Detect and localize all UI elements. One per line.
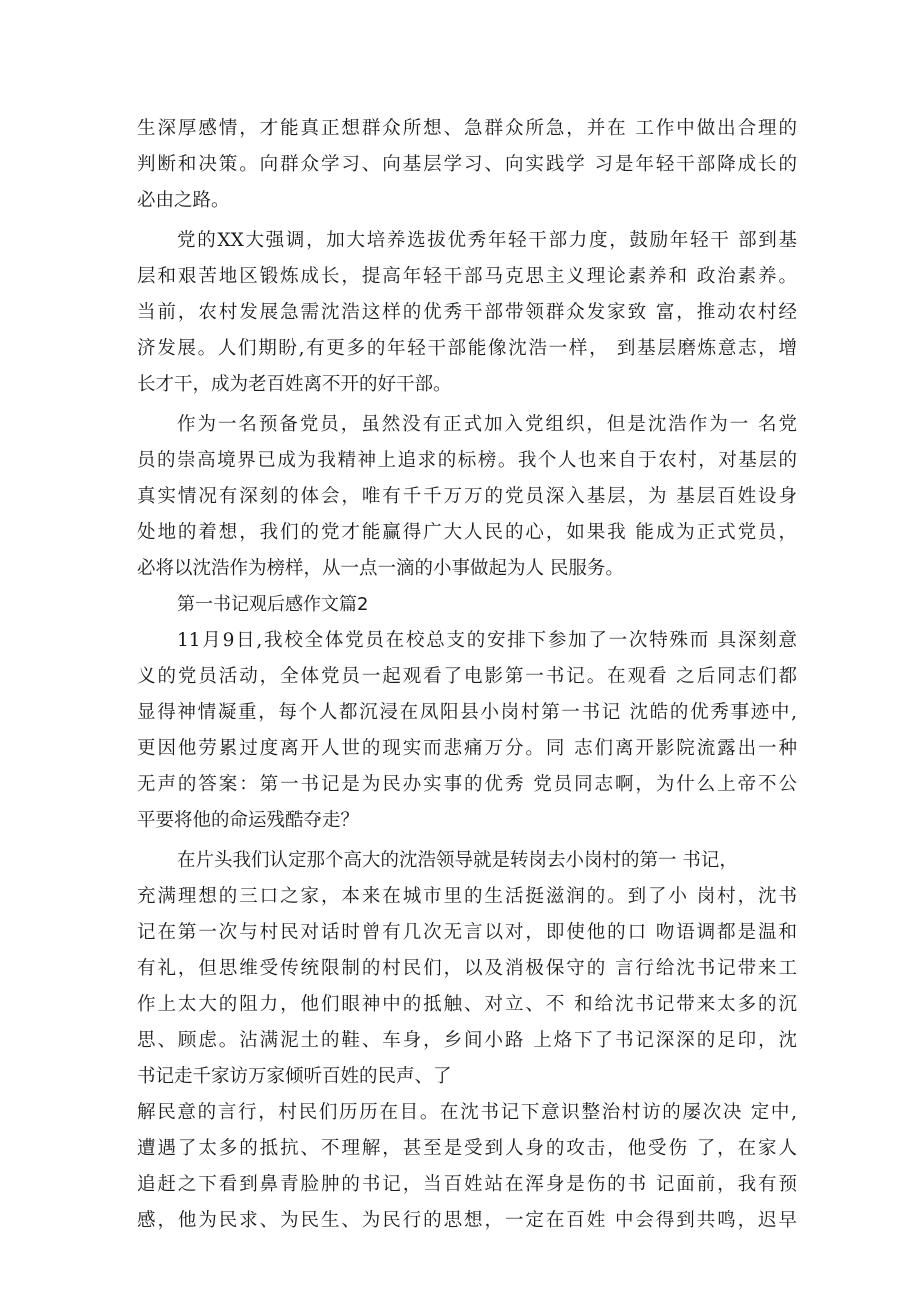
text-line: 遭遇了太多的抵抗、不理解，甚至是受到人身的攻击，他受伤 了，在家人 xyxy=(137,1138,797,1159)
text-line: 长才干，成为老百姓离不开的好干部。 xyxy=(137,374,452,395)
text-line: 记在第一次与村民对话时曾有几次无言以对，即使他的口 吻语调都是温和 xyxy=(137,922,797,943)
text-line: 有礼，但思维受传统限制的村民们，以及消极保守的 言行给沈书记带来工 xyxy=(137,958,797,979)
text-line: 层和艰苦地区锻炼成长，提高年轻干部马克思主义理论素养和 政治素养。 xyxy=(137,266,797,287)
text-line: 在片头我们认定那个高大的沈浩领导就是转岗去小岗村的第一 书记， xyxy=(177,850,738,871)
text-line: 追赶之下看到鼻青脸肿的书记，当百姓站在浑身是伤的书 记面前，我有预 xyxy=(137,1174,797,1195)
text-line: 处地的着想，我们的党才能赢得广大人民的心，如果我 能成为正式党员， xyxy=(137,522,797,543)
text-line: 员的崇高境界已成为我精神上追求的标榜。我个人也来自于农村，对基层的 xyxy=(137,450,797,471)
text-line: 作为一名预备党员，虽然没有正式加入党组织，但是沈浩作为一 名党 xyxy=(177,414,797,435)
text-line: 党的XX大强调，加大培养选拔优秀年轻干部力度，鼓励年轻干 部到基 xyxy=(177,230,797,251)
text-line: 更因他劳累过度离开人世的现实而悲痛万分。同 志们离开影院流露出一种 xyxy=(137,738,797,759)
text-line: 当前，农村发展急需沈浩这样的优秀干部带领群众发家致 富，推动农村经 xyxy=(137,302,797,323)
text-line: 真实情况有深刻的体会，唯有千千万万的党员深入基层，为 基层百姓设身 xyxy=(137,486,797,507)
text-line: 济发展。人们期盼,有更多的年轻干部能像沈浩一样， 到基层磨炼意志，增 xyxy=(137,338,797,359)
text-line: 必由之路。 xyxy=(137,190,230,211)
text-line: 必将以沈浩作为榜样，从一点一滴的小事做起为人 民服务。 xyxy=(137,558,624,579)
text-line: 生深厚感情，才能真正想群众所想、急群众所急，并在 工作中做出合理的 xyxy=(137,118,797,139)
text-line: 作上太大的阻力，他们眼神中的抵触、对立、不 和给沈书记带来太多的沉 xyxy=(137,994,797,1015)
text-line: 显得神情凝重，每个人都沉浸在凤阳县小岗村第一书记 沈皓的优秀事迹中, xyxy=(137,702,797,723)
section-heading: 第一书记观后感作文篇2 xyxy=(177,594,369,615)
text-line: 思、顾虑。沾满泥土的鞋、车身，乡间小路 上烙下了书记深深的足印，沈 xyxy=(137,1030,797,1051)
text-line: 解民意的言行，村民们历历在目。在沈书记下意识整治村访的屡次决 定中, xyxy=(137,1102,797,1123)
text-line: 无声的答案：第一书记是为民办实事的优秀 党员同志啊，为什么上帝不公 xyxy=(137,774,797,795)
text-line: 11月9日,我校全体党员在校总支的安排下参加了一次特殊而 具深刻意 xyxy=(177,630,797,651)
text-line: 充满理想的三口之家，本来在城市里的生活挺滋润的。到了小 岗村，沈书 xyxy=(137,886,797,907)
text-line: 书记走千家访万家倾听百姓的民声、了 xyxy=(137,1066,452,1087)
text-line: 平要将他的命运残酷夺走？ xyxy=(137,810,360,831)
text-line: 义的党员活动，全体党员一起观看了电影第一书记。在观看 之后同志们都 xyxy=(137,666,797,687)
text-line: 感，他为民求、为民生、为民行的思想，一定在百姓 中会得到共鸣，迟早 xyxy=(137,1210,797,1231)
text-line: 判断和决策。向群众学习、向基层学习、向实践学 习是年轻干部降成长的 xyxy=(137,154,797,175)
